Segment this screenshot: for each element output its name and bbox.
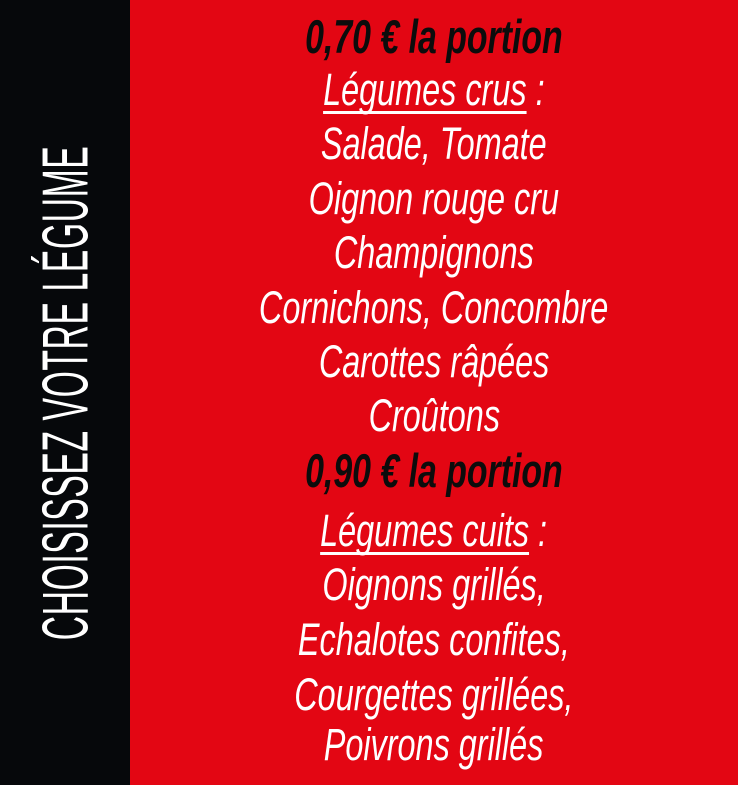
menu-item-text: Croûtons xyxy=(368,390,500,441)
price-heading-cooked-text: 0,90 € la portion xyxy=(305,444,563,497)
menu-item xyxy=(130,281,738,335)
menu-item-text: Carottes râpées xyxy=(318,336,550,387)
menu-item xyxy=(130,558,738,612)
menu-item xyxy=(130,335,738,389)
menu-item xyxy=(130,226,738,280)
menu-item-text: Echalotes confites, xyxy=(298,614,570,665)
category-cooked-colon: : xyxy=(529,505,548,556)
menu-item-text: Oignons grillés, xyxy=(322,559,546,610)
category-heading-cooked xyxy=(130,504,738,558)
menu-item-text: Poivrons grillés xyxy=(324,719,544,770)
menu-item-text: Cornichons, Concombre xyxy=(259,282,609,333)
category-cooked-underlined: Légumes cuits xyxy=(320,505,530,556)
category-raw-underlined: Légumes crus xyxy=(323,64,527,115)
menu-panel xyxy=(130,0,738,785)
category-raw-colon: : xyxy=(526,64,545,115)
category-heading-raw xyxy=(130,63,738,117)
menu-item-text: Salade, Tomate xyxy=(321,118,547,169)
menu-item xyxy=(130,613,738,667)
category-heading-cooked-text xyxy=(321,504,548,558)
sidebar xyxy=(0,0,130,785)
price-heading-raw xyxy=(130,10,738,64)
menu-item xyxy=(130,172,738,226)
menu-item xyxy=(130,668,738,722)
category-heading-raw-text xyxy=(323,63,545,117)
menu-item-text: Champignons xyxy=(334,227,534,278)
menu-item xyxy=(130,117,738,171)
menu-item-text: Oignon rouge cru xyxy=(308,173,560,224)
price-heading-raw-text: 0,70 € la portion xyxy=(305,10,563,63)
menu-item-text: Courgettes grillées, xyxy=(294,669,574,720)
sidebar-vertical-title: CHOISISSEZ VOTRE LÉGUME xyxy=(28,145,102,640)
menu-item xyxy=(130,389,738,443)
price-heading-cooked xyxy=(130,444,738,498)
menu-item xyxy=(130,718,738,772)
